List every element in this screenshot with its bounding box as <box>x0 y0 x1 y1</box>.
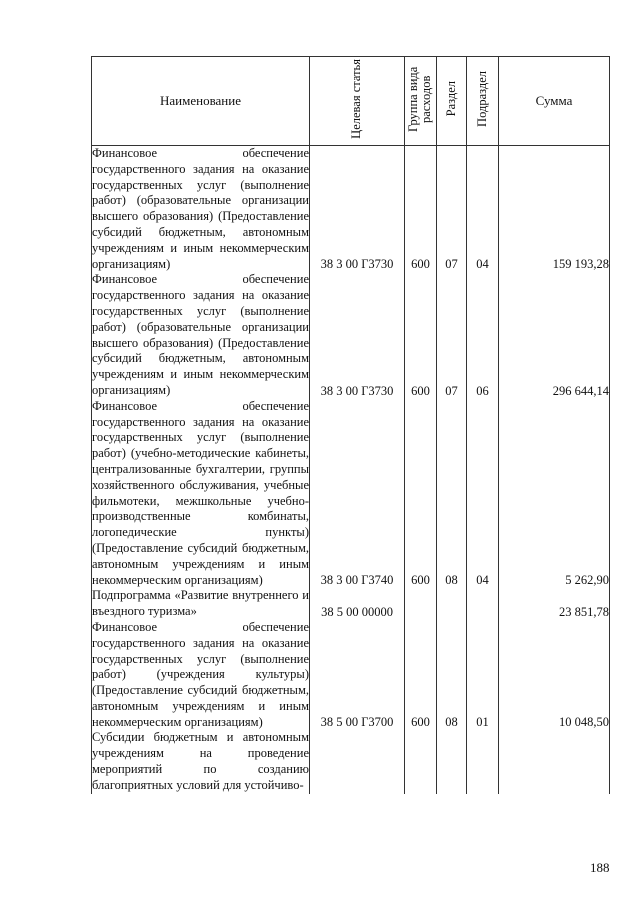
table-row <box>92 588 610 620</box>
table-row <box>92 146 610 273</box>
header-expense-group-label: Группа вида расходов <box>406 66 434 132</box>
row-section <box>437 588 467 620</box>
row-subsection: 04 <box>467 146 499 273</box>
row-name: Финансовое обеспечение государственного задания на оказание государственных услуг (выполнение работ) (учреждения культуры) (Предоставление субсидий бюджетным, автономным учреждениям и иным некоммерческим организациям) <box>92 619 309 729</box>
row-target-article: 38 5 00 Г3700 <box>310 620 405 731</box>
row-expense-group: 600 <box>405 272 437 398</box>
header-section-label: Раздел <box>443 81 458 117</box>
budget-table <box>91 56 610 794</box>
row-expense-group: 600 <box>405 146 437 273</box>
row-expense-group <box>405 588 437 620</box>
header-sum: Сумма <box>499 57 610 146</box>
row-name: Финансовое обеспечение государственного задания на оказание государственных услуг (выполнение работ) (образовательные организации высшего образования) (Предоставление субсидий бюджетным, автономным учреждениям и иным некоммерческим организациям) <box>92 272 309 397</box>
row-section: 07 <box>437 272 467 398</box>
row-section: 07 <box>437 146 467 273</box>
row-expense-group <box>405 730 437 793</box>
row-subsection <box>467 730 499 793</box>
row-target-article: 38 3 00 Г3730 <box>310 272 405 398</box>
row-name: Финансовое обеспечение государственного задания на оказание государственных услуг (выполнение работ) (образовательные организации высшего образования) (Предоставление субсидий бюджетным, автономным учреждениям и иным некоммерческим организациям) <box>92 146 309 271</box>
row-subsection: 01 <box>467 620 499 731</box>
row-subsection: 04 <box>467 399 499 589</box>
table-row <box>92 620 610 731</box>
row-sum <box>499 730 610 793</box>
row-target-article <box>310 730 405 793</box>
table-row <box>92 399 610 589</box>
row-sum: 296 644,14 <box>499 272 610 398</box>
header-section <box>437 57 467 146</box>
row-subsection <box>467 588 499 620</box>
row-expense-group: 600 <box>405 399 437 589</box>
row-section: 08 <box>437 399 467 589</box>
table-header-row <box>92 57 610 146</box>
row-expense-group: 600 <box>405 620 437 731</box>
row-subsection: 06 <box>467 272 499 398</box>
header-subsection <box>467 57 499 146</box>
header-subsection-label: Подраздел <box>474 71 489 127</box>
row-name: Субсидии бюджетным и автономным учреждениям на проведение мероприятий по созданию благоприятных условий для устойчиво- <box>92 730 309 792</box>
row-sum: 10 048,50 <box>499 620 610 731</box>
row-target-article: 38 3 00 Г3740 <box>310 399 405 589</box>
row-target-article: 38 5 00 00000 <box>310 588 405 620</box>
table-row <box>92 272 610 398</box>
page-number: 188 <box>590 860 610 875</box>
row-name: Подпрограмма «Развитие внутреннего и въездного туризма» <box>92 588 309 619</box>
row-sum: 159 193,28 <box>499 146 610 273</box>
row-section: 08 <box>437 620 467 731</box>
row-section <box>437 730 467 793</box>
header-target-article-label: Целевая статья <box>349 59 364 139</box>
header-target-article <box>310 57 405 146</box>
row-target-article: 38 3 00 Г3730 <box>310 146 405 273</box>
row-sum: 5 262,90 <box>499 399 610 589</box>
header-expense-group <box>405 57 437 146</box>
table-row <box>92 730 610 793</box>
row-name: Финансовое обеспечение государственного задания на оказание государственных услуг (выполнение работ) (учебно-методические кабинеты, централизованные бухгалтерии, группы хозяйственного обслуживания, учебные фильмотеки, межшкольные учебно-производственные комбинаты, логопедические пункты) (Предоставление субсидий бюджетным, автономным учреждениям и иным некоммерческим организациям) <box>92 398 309 587</box>
row-sum: 23 851,78 <box>499 588 610 620</box>
header-name: Наименование <box>92 57 310 146</box>
